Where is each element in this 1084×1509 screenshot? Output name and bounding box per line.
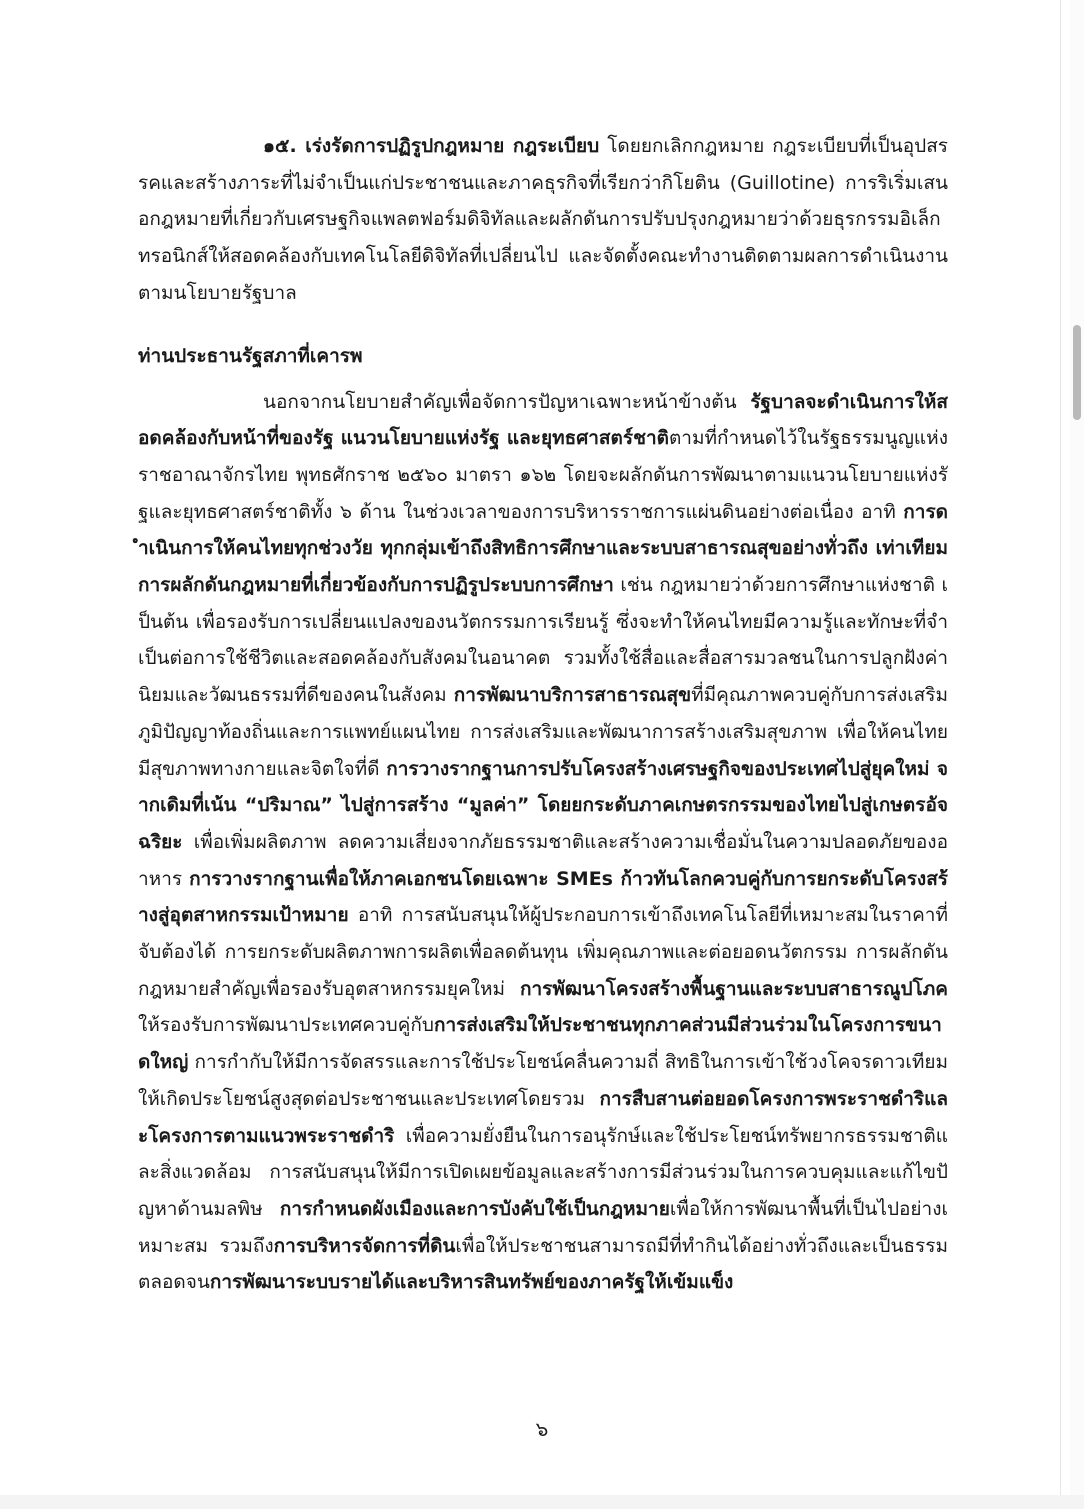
emphasized-text-run: การพัฒนาบริการสาธารณสุข [453, 684, 692, 707]
emphasized-text-run: การส่งเสริมให้ประชาชนทุกภาคส่วนมีส่วนร่วมในโครงการขนาดใหญ่ [138, 1014, 942, 1074]
emphasized-text-run: การวางรากฐานการปรับโครงสร้างเศรษฐกิจของประเทศไปสู่ยุคใหม่ จากเดิมที่เน้น “ปริมาณ” ไปสู่การสร้าง “มูลค่า” โดยยกระดับภาคเกษตรกรรมของไทยไปสู่เกษตรอัจฉริยะ [138, 757, 949, 853]
emphasized-text-run: การดำเนินการให้คนไทยทุกช่วงวัย ทุกกลุ่มเข้าถึงสิทธิการศึกษาและระบบสาธารณสุขอย่างทั่วถึง เท่าเทียม การผลักดันกฎหมายที่เกี่ยวข้องกับการปฏิรูประบบการศึกษา [138, 500, 948, 597]
text-run: เช่น กฎหมายว่าด้วยการศึกษาแห่งชาติ เป็นต้น เพื่อรองรับการเปลี่ยนแปลงของนวัตกรรมการเรียนรู้ ซึ่งจะทำให้คนไทยมีความรู้และทักษะที่จำเป็นต่อการใช้ชีวิตและสอดคล้องกับสังคมในอนาคต รวมทั้งใช้สื่อและสื่อสารมวลชนในการปลูกฝังค่านิยมและวัฒนธรรมที่ดีของคนในสังคม [138, 574, 948, 707]
text-run: ที่มีคุณภาพควบคู่กับการส่งเสริมภูมิปัญญาท้องถิ่นและการแพทย์แผนไทย การส่งเสริมและพัฒนาการสร้างเสริมสุขภาพ เพื่อให้คนไทยมีสุขภาพทางกายและจิตใจที่ดี [138, 684, 948, 780]
page-content [138, 128, 948, 1301]
text-run: ตามที่กำหนดไว้ในรัฐธรรมนูญแห่งราชอาณาจักรไทย พุทธศักราช ๒๕๖๐ มาตรา ๑๖๒ โดยจะผลักดันการพัฒนาตามแนวนโยบายแห่งรัฐและยุทธศาสตร์ชาติทั้ง ๖ ด้าน ในช่วงเวลาของการบริหารราชการแผ่นดินอย่างต่อเนื่อง อาทิ [138, 427, 948, 523]
section-15-heading: ๑๕. เร่งรัดการปฏิรูปกฎหมาย กฎระเบียบ [263, 135, 600, 157]
text-run: เพื่อความยั่งยืนในการอนุรักษ์และใช้ประโยชน์ทรัพยากรธรรมชาติและสิ่งแวดล้อม การสนับสนุนให้มีการเปิดเผยข้อมูลและสร้างการมีส่วนร่วมในการควบคุมและแก้ไขปัญหาด้านมลพิษ [138, 1124, 948, 1220]
page-number: ๖ [535, 1417, 549, 1441]
text-run: เพื่อเพิ่มผลิตภาพ ลดความเสี่ยงจากภัยธรรมชาติและสร้างความเชื่อมั่นในความปลอดภัยของอาหาร [138, 830, 948, 890]
text-run: อาทิ การสนับสนุนให้ผู้ประกอบการเข้าถึงเทคโนโลยีที่เหมาะสมในราคาที่จับต้องได้ การยกระดับผลิตภาพการผลิตเพื่อลดต้นทุน เพิ่มคุณภาพและต่อยอดนวัตกรรม การผลักดันกฎหมายสำคัญเพื่อรองรับอุตสาหกรรมยุคใหม่ [138, 904, 948, 1000]
text-run: การกำกับให้มีการจัดสรรและการใช้ประโยชน์คลื่นความถี่ สิทธิในการเข้าใช้วงโคจรดาวเทียมให้เกิดประโยชน์สูงสุดต่อประชาชนและประเทศโดยรวม [138, 1051, 948, 1110]
emphasized-text-run: การวางรากฐานเพื่อให้ภาคเอกชนโดยเฉพาะ SMEs ก้าวทันโลกควบคู่กับการยกระดับโครงสร้างสู่อุตสาหกรรมเป้าหมาย [138, 867, 948, 927]
text-run: ให้รองรับการพัฒนาประเทศควบคู่กับ [138, 1014, 434, 1037]
scrollbar-thumb[interactable] [1073, 325, 1081, 420]
section-15-body: โดยยกเลิกกฎหมาย กฎระเบียบที่เป็นอุปสรรคและสร้างภาระที่ไม่จำเป็นแก่ประชาชนและภาคธุรกิจที่เรียกว่ากิโยติน (Guillotine) การริเริ่มเสนอกฎหมายที่เกี่ยวกับเศรษฐกิจแพลตฟอร์มดิจิทัลและผลักดันการปรับปรุงกฎหมายว่าด้วยธุรกรรมอิเล็กทรอนิกส์ให้สอดคล้องกับเทคโนโลยีดิจิทัลที่เปลี่ยนไป และจัดตั้งคณะทำงานติดตามผลการดำเนินงานตามนโยบายรัฐบาล [138, 135, 948, 304]
emphasized-text-run: การกำหนดผังเมืองและการบังคับใช้เป็นกฎหมาย [279, 1197, 670, 1220]
text-run: นอกจากนโยบายสำคัญเพื่อจัดการปัญหาเฉพาะหน้าข้างต้น [263, 390, 751, 413]
section-15-paragraph [138, 128, 948, 312]
emphasized-text-run: รัฐบาลจะดำเนินการให้สอดคล้องกับหน้าที่ของรัฐ แนวนโยบายแห่งรัฐ และยุทธศาสตร์ชาติ [138, 390, 948, 450]
emphasized-text-run: การบริหารจัดการที่ดิน [273, 1234, 456, 1257]
text-run: เพื่อให้การพัฒนาพื้นที่เป็นไปอย่างเหมาะสม รวมถึง [138, 1197, 948, 1257]
text-run: เพื่อให้ประชาชนสามารถมีที่ทำกินได้อย่างทั่วถึงและเป็นธรรม ตลอดจน [138, 1234, 948, 1294]
emphasized-text-run: การสืบสานต่อยอดโครงการพระราชดำริและโครงการตามแนวพระราชดำริ [138, 1087, 948, 1147]
bottom-edge [0, 1495, 1084, 1509]
main-paragraph [138, 384, 948, 1302]
salutation: ท่านประธานรัฐสภาที่เคารพ [138, 344, 363, 367]
emphasized-text-run: การพัฒนาระบบรายได้และบริหารสินทรัพย์ของภาครัฐให้เข้มแข็ง [209, 1271, 734, 1294]
emphasized-text-run: การพัฒนาโครงสร้างพื้นฐานและระบบสาธารณูปโภค [519, 977, 948, 1000]
vertical-scrollbar[interactable] [1070, 0, 1084, 1509]
